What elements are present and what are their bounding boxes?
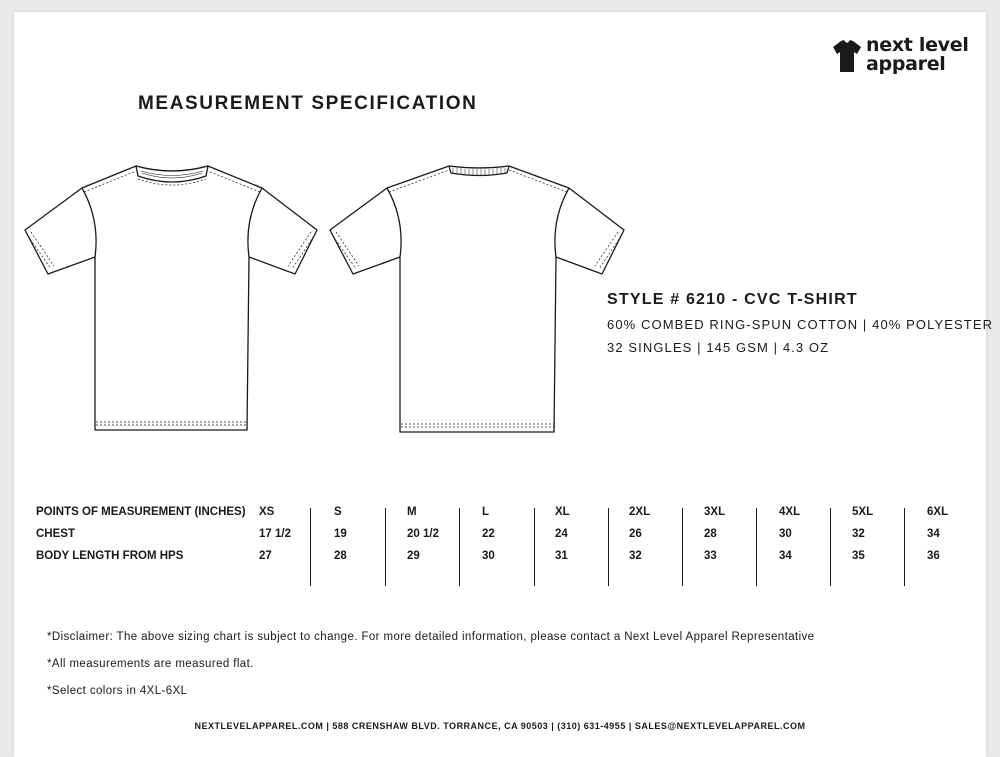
style-specs: 32 SINGLES | 145 GSM | 4.3 OZ xyxy=(607,340,830,355)
style-info xyxy=(607,291,993,363)
column-divider xyxy=(830,508,831,586)
size-header: 6XL xyxy=(927,506,949,518)
note-select-colors: *Select colors in 4XL-6XL xyxy=(47,685,188,697)
measurement-cell: 20 1/2 xyxy=(407,528,439,540)
spec-sheet-page xyxy=(14,12,994,757)
notes xyxy=(47,630,814,711)
brand-line-1: next level xyxy=(866,34,969,56)
tshirt-front-illustration xyxy=(24,162,324,452)
footer-contact: NEXTLEVELAPPAREL.COM | 588 CRENSHAW BLVD. TORRANCE, CA 90503 | (310) 631-4955 | SALES@NEXTLEVELAPPAREL.COM xyxy=(194,721,806,731)
column-divider xyxy=(310,508,311,586)
measurement-cell: 30 xyxy=(779,528,792,540)
measurement-cell: 32 xyxy=(629,550,642,562)
column-divider xyxy=(608,508,609,586)
size-header: 5XL xyxy=(852,506,874,518)
measurement-cell: 27 xyxy=(259,550,272,562)
size-header: L xyxy=(482,506,490,518)
measurement-cell: 22 xyxy=(482,528,495,540)
size-header: 2XL xyxy=(629,506,651,518)
measurement-cell: 28 xyxy=(334,550,347,562)
tshirt-logo-icon xyxy=(832,38,862,74)
measurement-cell: 31 xyxy=(555,550,568,562)
style-composition: 60% COMBED RING-SPUN COTTON | 40% POLYESTER xyxy=(607,317,994,332)
measurement-cell: 30 xyxy=(482,550,495,562)
measurement-table xyxy=(14,500,986,580)
column-divider xyxy=(756,508,757,586)
measurement-cell: 17 1/2 xyxy=(259,528,291,540)
measurement-cell: 33 xyxy=(704,550,717,562)
table-header-label: POINTS OF MEASUREMENT (INCHES) xyxy=(36,506,246,518)
measurement-cell: 32 xyxy=(852,528,865,540)
measurement-cell: 26 xyxy=(629,528,642,540)
column-divider xyxy=(385,508,386,586)
size-header: XL xyxy=(555,506,570,518)
measurement-cell: 36 xyxy=(927,550,940,562)
brand-wordmark xyxy=(866,36,969,74)
measurement-cell: 24 xyxy=(555,528,568,540)
column-divider xyxy=(904,508,905,586)
size-header: 4XL xyxy=(779,506,801,518)
measurement-cell: 28 xyxy=(704,528,717,540)
size-header: S xyxy=(334,506,342,518)
column-divider xyxy=(534,508,535,586)
measurement-cell: 19 xyxy=(334,528,347,540)
page-title: MEASUREMENT SPECIFICATION xyxy=(138,93,478,114)
row-label-chest: CHEST xyxy=(36,528,75,540)
column-divider xyxy=(682,508,683,586)
style-title: STYLE # 6210 - CVC T-SHIRT xyxy=(607,291,858,308)
size-header: M xyxy=(407,506,417,518)
note-measured-flat: *All measurements are measured flat. xyxy=(47,658,254,670)
brand-line-2: apparel xyxy=(866,53,946,75)
row-label-body-length: BODY LENGTH FROM HPS xyxy=(36,550,184,562)
tshirt-back-illustration xyxy=(329,162,629,452)
brand-logo xyxy=(832,34,982,90)
size-header: XS xyxy=(259,506,275,518)
measurement-cell: 34 xyxy=(779,550,792,562)
size-header: 3XL xyxy=(704,506,726,518)
measurement-cell: 35 xyxy=(852,550,865,562)
note-disclaimer: *Disclaimer: The above sizing chart is subject to change. For more detailed information, please contact a Next Level Apparel Representative xyxy=(47,631,815,643)
measurement-cell: 29 xyxy=(407,550,420,562)
measurement-cell: 34 xyxy=(927,528,940,540)
column-divider xyxy=(459,508,460,586)
